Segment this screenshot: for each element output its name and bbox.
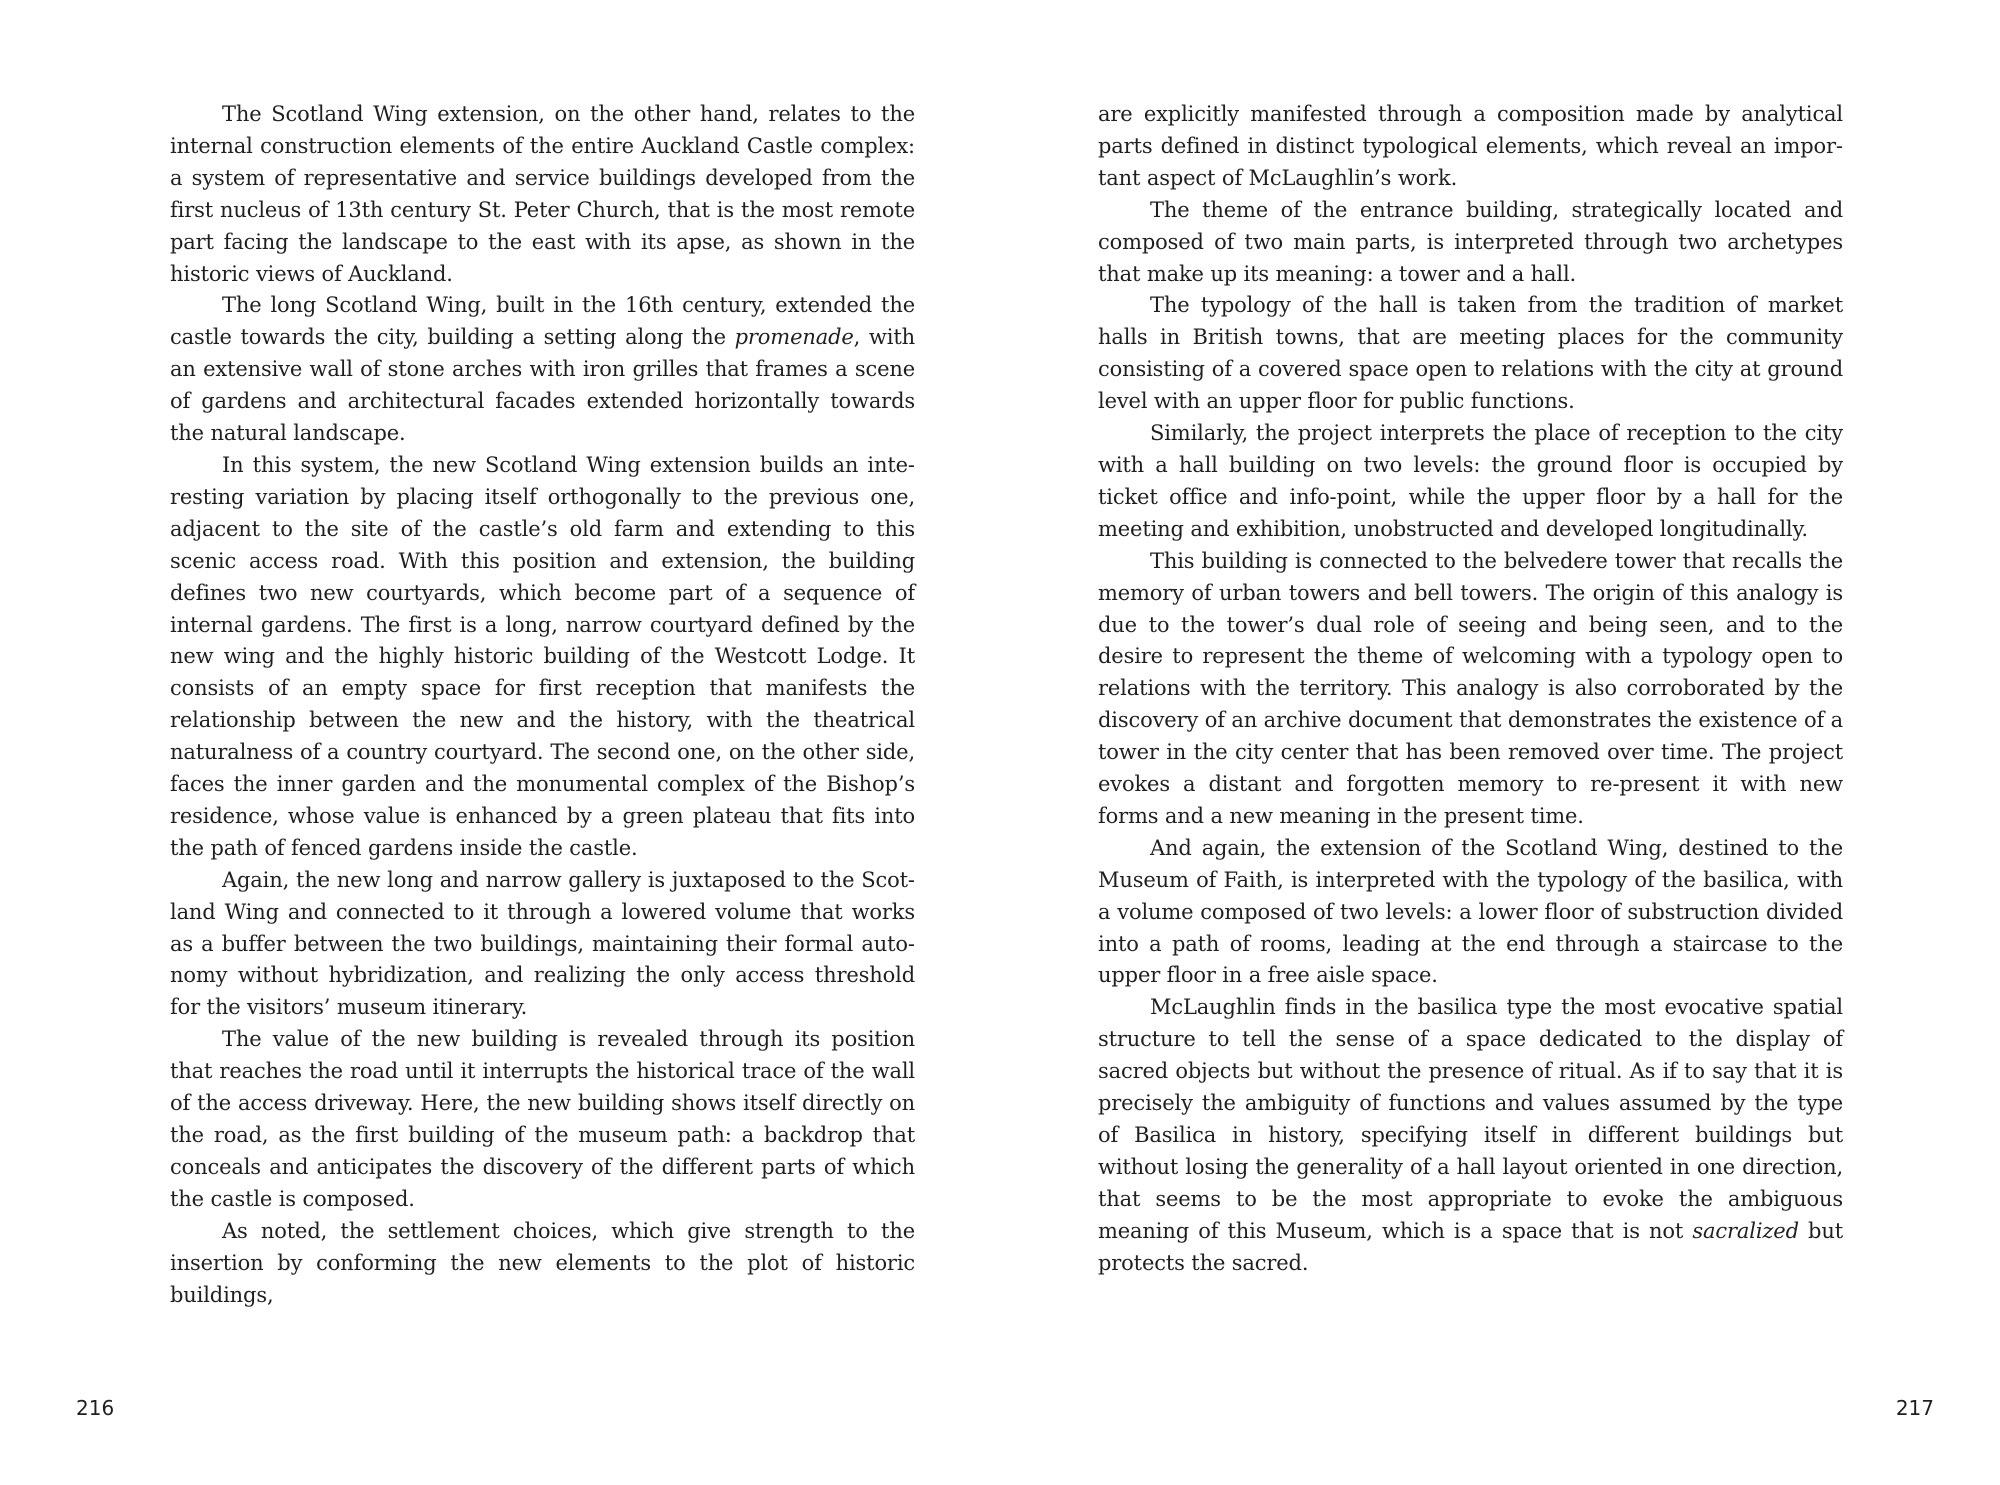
italic-text-run: promenade: [734, 325, 854, 350]
text-run: The long Scotland Wing, built in the 16th century, extended the castle towards the city, building a setting along the: [170, 293, 915, 350]
body-paragraph: [170, 290, 915, 450]
body-paragraph: [1098, 546, 1843, 833]
text-run: are explicitly manifested through a composition made by analytical parts defined in distinct typological elements, which reveal an important aspect of McLaughlin’s work.: [1098, 102, 1843, 190]
body-paragraph: [170, 1216, 915, 1312]
body-paragraph: [1098, 992, 1843, 1279]
text-run: Again, the new long and narrow gallery is juxtaposed to the Scotland Wing and connected to it through a lowered volume that works as a buffer between the two buildings, maintaining their formal autonomy without hybridization, and realizing the only access threshold for the visitors’ museum itinerary.: [170, 867, 915, 1020]
page-number-right: 217: [1895, 1396, 1934, 1420]
text-run: This building is connected to the belvedere tower that recalls the memory of urban towers and bell towers. The origin of this analogy is due to the tower’s dual role of seeing and being seen, and to the desire to represent the theme of welcoming with a typology open to relations with the territory. This analogy is also corroborated by the discovery of an archive document that demonstrates the existence of a tower in the city center that has been removed over time. The project evokes a distant and forgotten memory to re-present it with new forms and a new meaning in the present time.: [1098, 548, 1843, 828]
text-run: The Scotland Wing extension, on the other hand, relates to the internal construction elements of the entire Auckland Castle complex: a system of representative and service buildings developed from the first nucleus of 13th century St. Peter Church, that is the most remote part facing the landscape to the east with its apse, as shown in the historic views of Auckland.: [170, 102, 915, 286]
left-text-column: [170, 99, 915, 1311]
page-number-left: 216: [76, 1396, 115, 1420]
body-paragraph: [170, 450, 915, 865]
body-paragraph: [170, 99, 915, 290]
text-run: In this system, the new Scotland Wing extension builds an interesting variation by placing itself orthogonally to the previous one, adjacent to the site of the castle’s old farm and extending to this scenic access road. With this position and extension, the building defines two new courtyards, which become part of a sequence of internal gardens. The first is a long, narrow courtyard defined by the new wing and the highly historic building of the Westcott Lodge. It consists of an empty space for first reception that manifests the relationship between the new and the history, with the theatrical naturalness of a country courtyard. The second one, on the other side, faces the inner garden and the monumental complex of the Bishop’s residence, whose value is enhanced by a green plateau that fits into the path of fenced gardens inside the castle.: [170, 452, 915, 860]
text-run: Similarly, the project interprets the place of reception to the city with a hall building on two levels: the ground floor is occupied by ticket office and info-point, while the upper floor by a hall for the meeting and exhibition, unobstructed and developed longitudinally.: [1098, 421, 1843, 541]
body-paragraph: [1098, 99, 1843, 195]
body-paragraph: [170, 865, 915, 1025]
italic-text-run: sacralized: [1692, 1218, 1799, 1243]
text-run: As noted, the settlement choices, which give strength to the insertion by conforming the new elements to the plot of historic buildings,: [170, 1218, 915, 1307]
text-run: The value of the new building is revealed through its position that reaches the road until it interrupts the historical trace of the wall of the access driveway. Here, the new building shows itself directly on the road, as the first building of the museum path: a backdrop that conceals and anticipates the discovery of the different parts of which the castle is composed.: [170, 1027, 915, 1211]
body-paragraph: [1098, 418, 1843, 546]
body-paragraph: [1098, 290, 1843, 418]
body-paragraph: [1098, 195, 1843, 291]
body-paragraph: [170, 1024, 915, 1215]
right-text-column: [1098, 99, 1843, 1280]
text-run: And again, the extension of the Scotland Wing, destined to the Museum of Faith, is interpreted with the typology of the basilica, with a volume composed of two levels: a lower floor of substruction divided into a path of rooms, leading at the end through a staircase to the upper floor in a free aisle space.: [1098, 835, 1843, 988]
body-paragraph: [1098, 833, 1843, 993]
text-run: , with an extensive wall of stone arches with iron grilles that frames a scene of gardens and architectural facades extended horizontally towards the natural landscape.: [170, 325, 915, 446]
text-run: but protects the sacred.: [1098, 1218, 1844, 1275]
right-page: [1000, 0, 2000, 1485]
text-run: McLaughlin finds in the basilica type the most evocative spatial structure to tell the sense of a space dedicated to the display of sacred objects but without the presence of ritual. As if to say that it is precisely the ambiguity of functions and values assumed by the type of Basilica in history, specifying itself in different buildings but without losing the generality of a hall layout oriented in one direction, that seems to be the most appropriate to evoke the ambiguous meaning of this Museum, which is a space that is not: [1098, 995, 1843, 1243]
text-run: The typology of the hall is taken from the tradition of market halls in British towns, that are meeting places for the community consisting of a covered space open to relations with the city at ground level with an upper floor for public functions.: [1098, 293, 1843, 414]
text-run: The theme of the entrance building, strategically located and composed of two main parts, is interpreted through two archetypes that make up its meaning: a tower and a hall.: [1098, 197, 1843, 286]
